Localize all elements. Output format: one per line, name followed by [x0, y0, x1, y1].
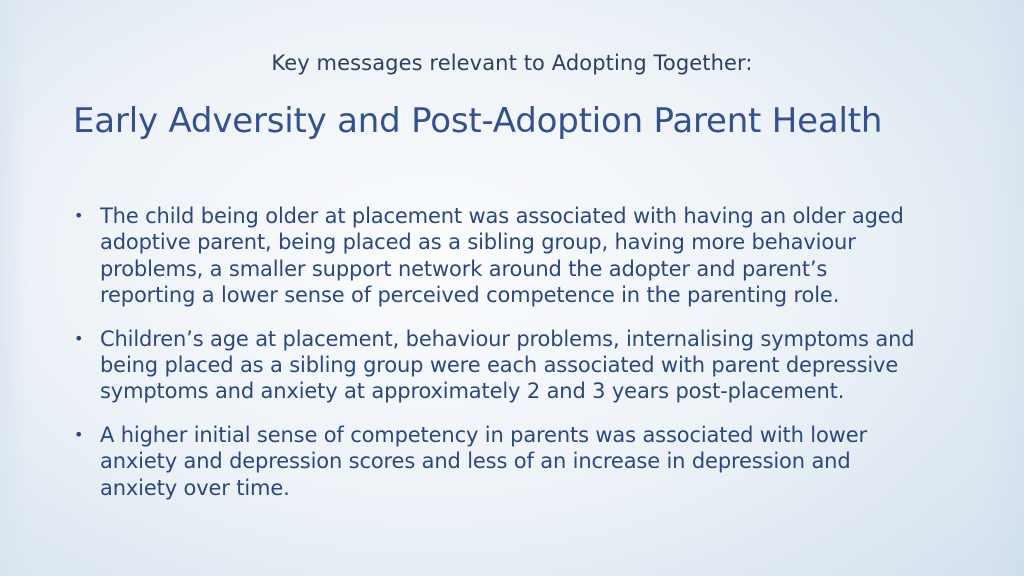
bullet-dot-icon: •	[74, 328, 84, 348]
right-edge-shading	[984, 0, 1024, 576]
slide-subtitle: Key messages relevant to Adopting Together:	[271, 51, 753, 75]
left-edge-shading	[0, 0, 28, 576]
bullet-dot-icon: •	[74, 424, 84, 444]
bullet-text: A higher initial sense of competency in parents was associated with lower anxiety and depression scores and less of an increase in depression and anxiety over time.	[100, 422, 867, 500]
bullet-dot-icon: •	[74, 206, 84, 225]
bullet-text: Children’s age at placement, behaviour problems, internalising symptoms and being placed as a sibling group were each associated with parent depressive symptoms and anxiety at approximately 2 and 3 years post-placement.	[100, 326, 915, 404]
slide-title: Early Adversity and Post-Adoption Parent Health	[73, 101, 883, 141]
bullet-item	[72, 203, 924, 309]
bullet-item	[72, 326, 924, 405]
bullet-list	[72, 203, 924, 518]
bullet-item	[72, 422, 924, 501]
bullet-text: The child being older at placement was associated with having an older aged adoptive parent, being placed as a sibling group, having more behaviour problems, a smaller support network around the adopter and parent’s reporting a lower sense of perceived competence in the parenting role.	[100, 204, 904, 308]
